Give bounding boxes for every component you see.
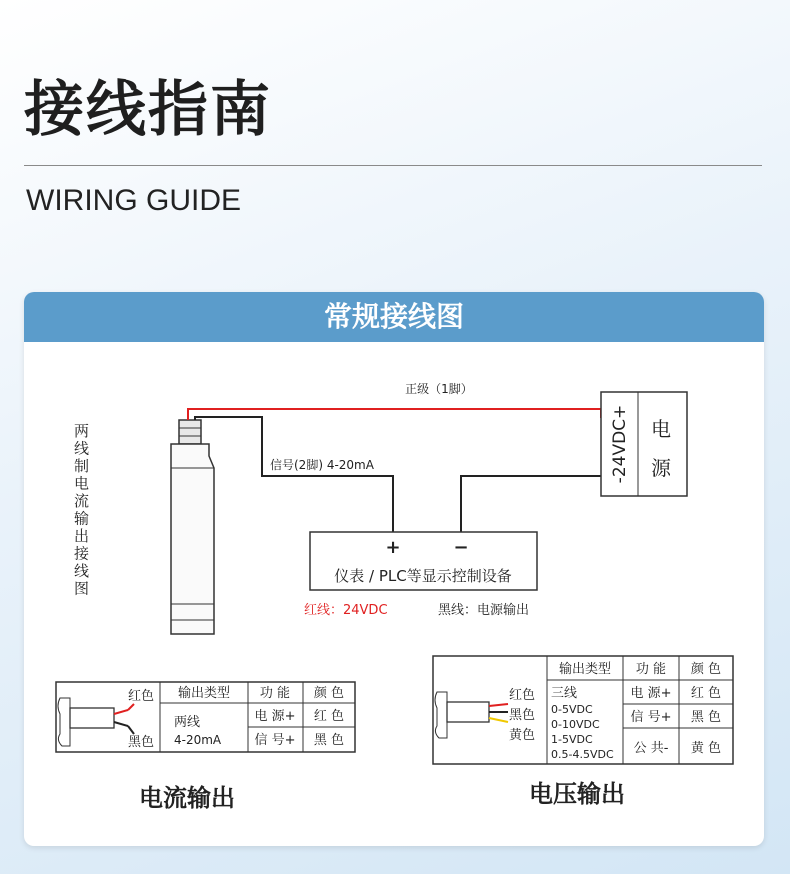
power-char-1: 电 xyxy=(651,417,671,441)
voltage-output-table xyxy=(433,656,733,764)
signal-wire xyxy=(195,417,393,532)
voltage-wire-yellow: 黄色 xyxy=(509,728,536,743)
voltage-header-color: 颜 色 xyxy=(690,662,722,677)
wiring-diagram xyxy=(24,342,764,846)
voltage-type-4: 0.5-4.5VDC xyxy=(551,748,614,761)
current-output-table xyxy=(56,682,355,752)
voltage-row1-color: 红 色 xyxy=(690,686,722,701)
black-wire-note: 黑线：电源输出 xyxy=(438,603,530,618)
voltage-row2-color: 黑 色 xyxy=(690,710,722,725)
power-supply xyxy=(601,392,687,496)
voltage-row2-function: 信 号+ xyxy=(630,710,672,725)
current-header-color: 颜 色 xyxy=(313,686,345,701)
current-output-caption: 电流输出 xyxy=(139,784,235,812)
side-label: 两线制电流输出接线图 xyxy=(74,422,90,598)
panel-title: 常规接线图 xyxy=(24,292,764,342)
voltage-header-type: 输出类型 xyxy=(558,662,612,677)
current-wire-black: 黑色 xyxy=(128,735,155,750)
current-row1-function: 电 源+ xyxy=(254,709,296,724)
title-divider xyxy=(24,165,762,166)
current-type-line2: 4-20mA xyxy=(174,733,222,747)
wiring-panel xyxy=(24,292,764,846)
device-label: 仪表 / PLC等显示控制设备 xyxy=(334,567,512,585)
voltage-type-3: 1-5VDC xyxy=(551,733,593,746)
device-plus: + xyxy=(385,537,401,558)
voltage-row1-function: 电 源+ xyxy=(630,686,672,701)
current-header-function: 功 能 xyxy=(259,686,291,701)
power-voltage: -24VDC+ xyxy=(610,404,630,484)
voltage-wire-black: 黑色 xyxy=(509,708,536,723)
current-header-type: 输出类型 xyxy=(177,686,231,701)
device-minus: − xyxy=(453,537,469,558)
current-row1-color: 红 色 xyxy=(313,709,345,724)
page-title: 接线指南 xyxy=(24,75,272,145)
current-type-line1: 两线 xyxy=(174,715,201,730)
current-wire-red: 红色 xyxy=(128,689,155,704)
positive-label: 正级（1脚） xyxy=(405,382,473,396)
voltage-type-0: 三线 xyxy=(551,686,578,701)
red-wire-note: 红线：24VDC xyxy=(304,603,388,618)
voltage-wire-red: 红色 xyxy=(509,688,536,703)
voltage-type-1: 0-5VDC xyxy=(551,703,593,716)
voltage-row3-color: 黄 色 xyxy=(690,741,722,756)
current-row2-function: 信 号+ xyxy=(254,733,296,748)
voltage-header-function: 功 能 xyxy=(635,662,667,677)
page-subtitle: WIRING GUIDE xyxy=(26,184,241,217)
display-device xyxy=(310,532,537,590)
current-row2-color: 黑 色 xyxy=(313,733,345,748)
return-wire xyxy=(461,476,601,532)
power-char-2: 源 xyxy=(651,456,671,480)
signal-label: 信号(2脚) 4-20mA xyxy=(270,458,374,472)
sensor-probe xyxy=(171,420,214,634)
red-wire xyxy=(188,409,601,420)
voltage-row3-function: 公 共- xyxy=(633,741,669,756)
voltage-output-caption: 电压输出 xyxy=(529,780,625,808)
voltage-type-2: 0-10VDC xyxy=(551,718,600,731)
